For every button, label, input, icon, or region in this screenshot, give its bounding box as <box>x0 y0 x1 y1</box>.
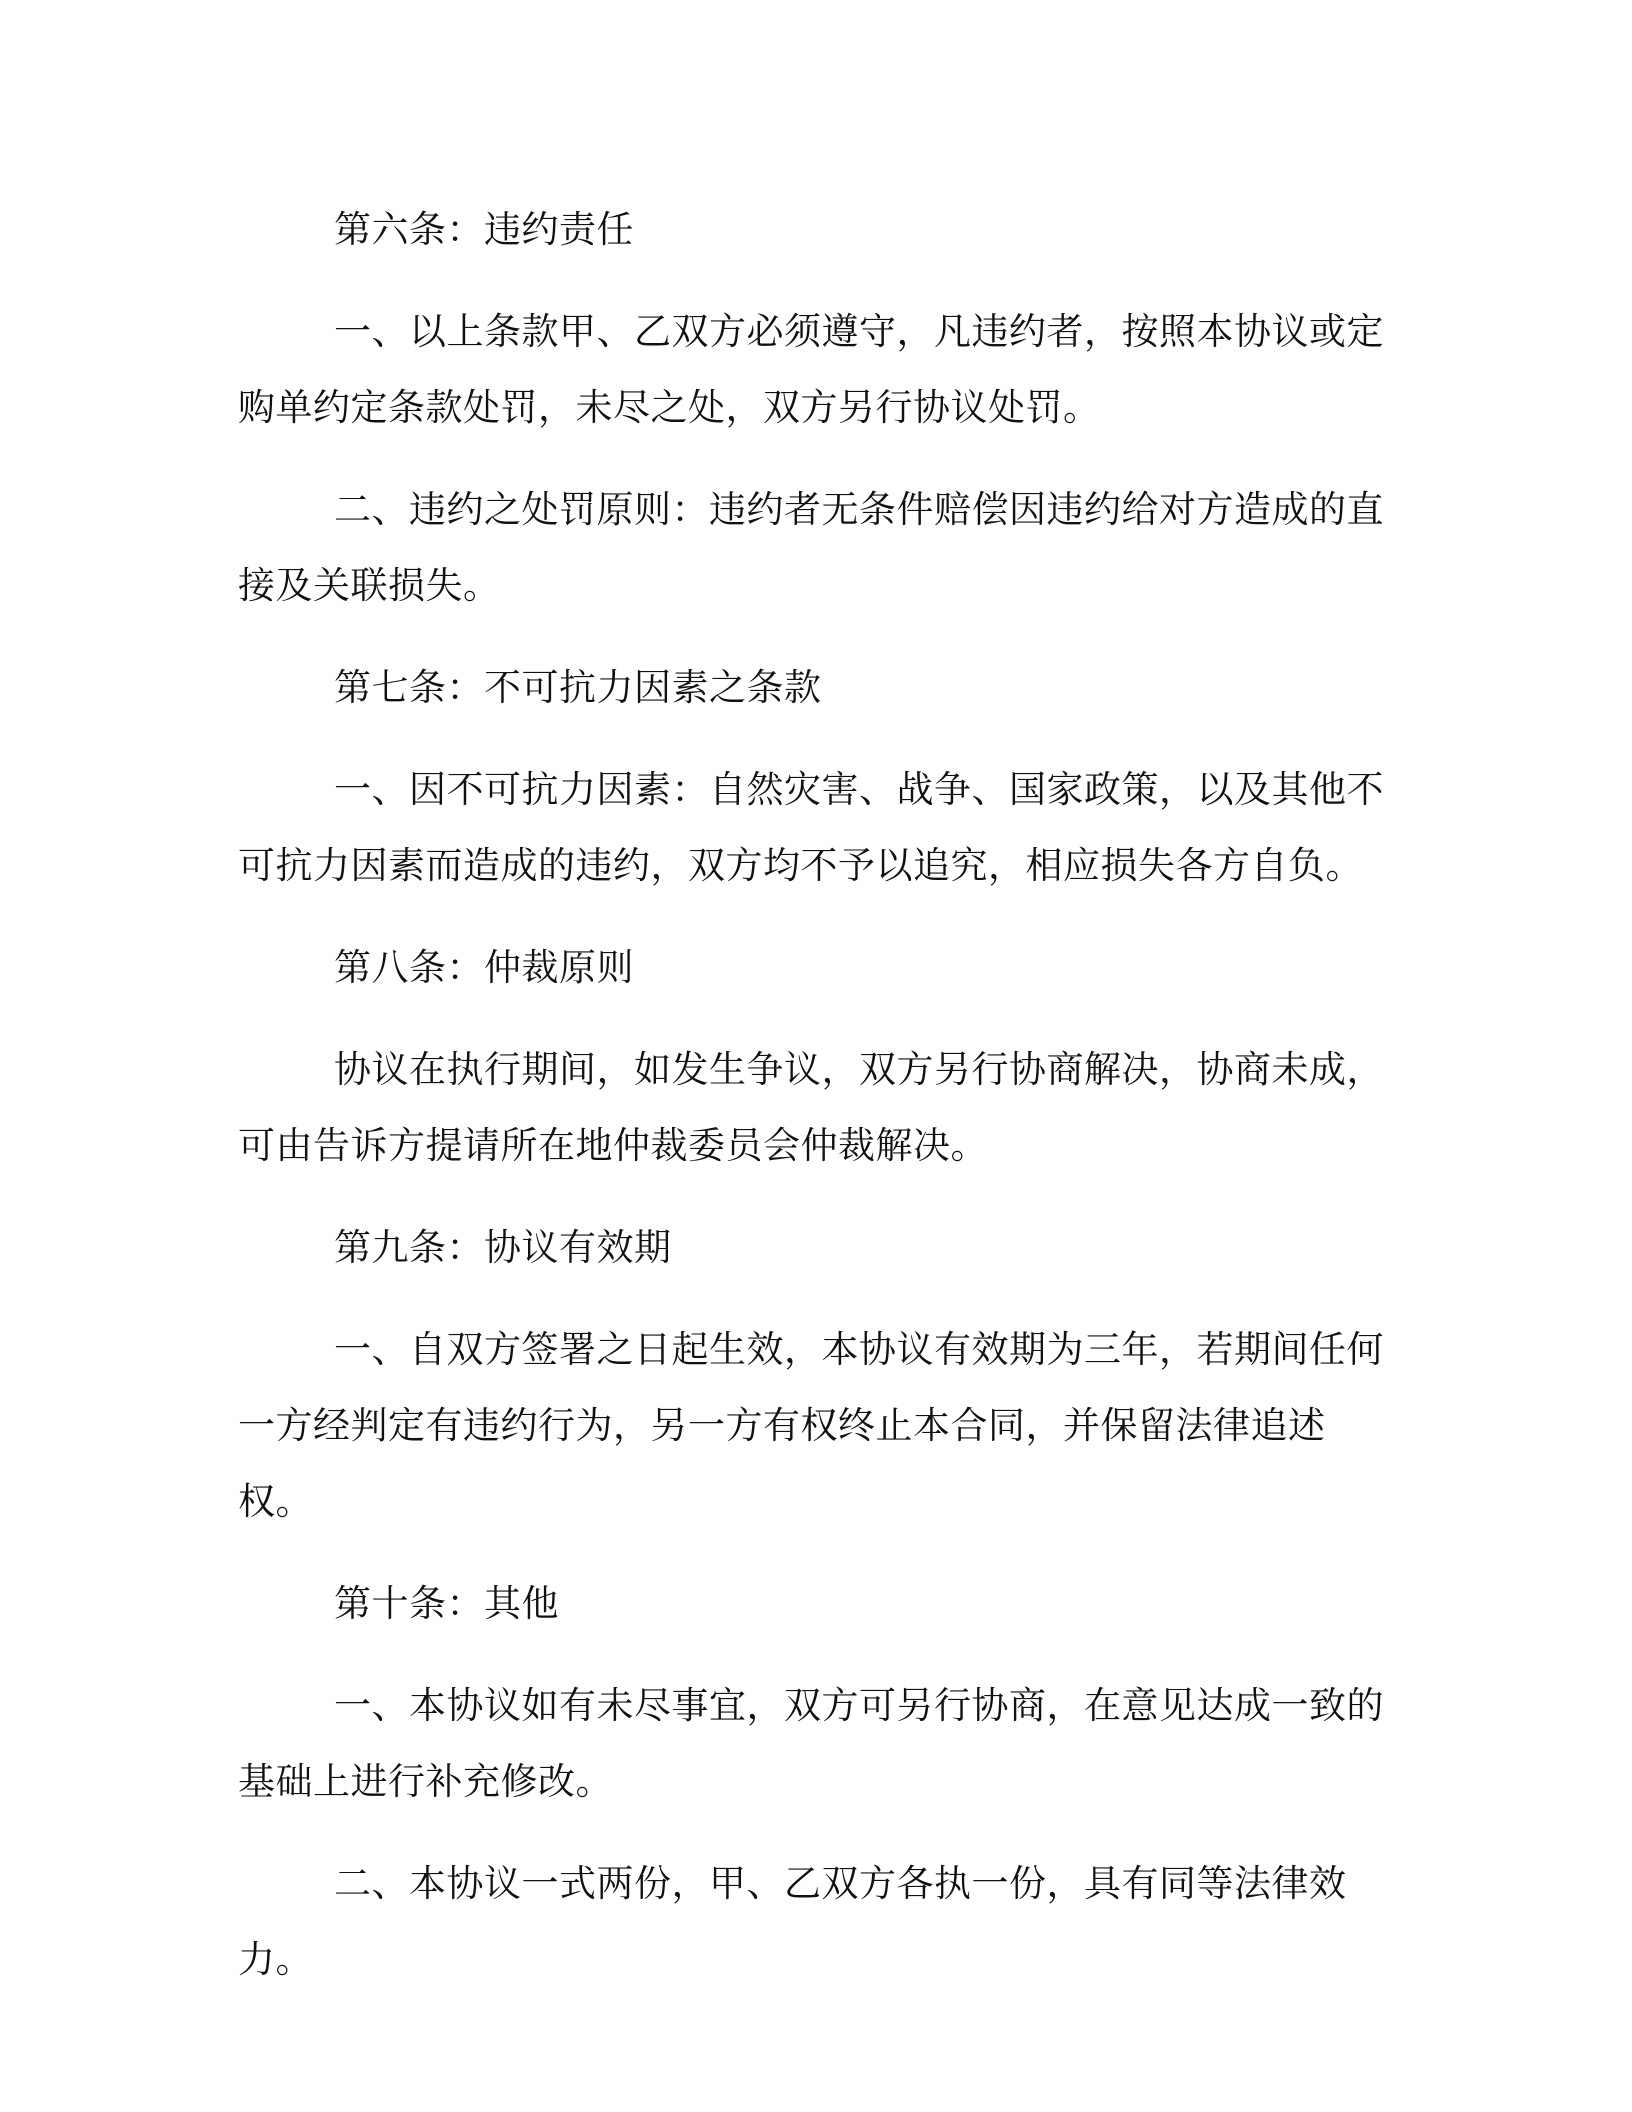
article-7-heading: 第七条：不可抗力因素之条款 <box>334 666 822 709</box>
article-8-heading: 第八条：仲裁原则 <box>334 946 634 989</box>
article-8-body: 协议在执行期间，如发生争议，双方另行协商解决，协商未成，可由告诉方提请所在地仲裁委员会仲裁解决。 <box>238 1048 1384 1167</box>
article-10-clause-1: 一、本协议如有未尽事宜，双方可另行协商，在意见达成一致的基础上进行补充修改。 <box>238 1684 1384 1803</box>
article-7-clause-1: 一、因不可抗力因素：自然灾害、战争、国家政策，以及其他不可抗力因素而造成的违约，双方均不予以追究，相应损失各方自负。 <box>238 768 1384 887</box>
article-6-clause-1: 一、以上条款甲、乙双方必须遵守，凡违约者，按照本协议或定购单约定条款处罚，未尽之处，双方另行协议处罚。 <box>238 310 1384 429</box>
document-body <box>238 192 1388 2024</box>
article-9-clause-1: 一、自双方签署之日起生效，本协议有效期为三年，若期间任何一方经判定有违约行为，另一方有权终止本合同，并保留法律追述权。 <box>238 1328 1384 1523</box>
article-6-clause-2: 二、违约之处罚原则：违约者无条件赔偿因违约给对方造成的直接及关联损失。 <box>238 488 1384 607</box>
article-10-clause-2: 二、本协议一式两份，甲、乙双方各执一份，具有同等法律效力。 <box>238 1862 1347 1981</box>
article-6-heading: 第六条：违约责任 <box>334 208 634 251</box>
article-10-heading: 第十条：其他 <box>334 1582 559 1625</box>
article-9-heading: 第九条：协议有效期 <box>334 1226 672 1269</box>
